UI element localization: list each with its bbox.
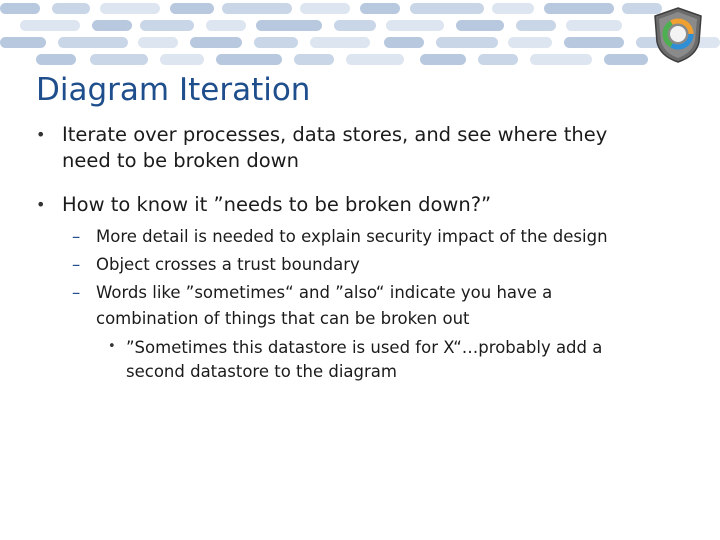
dash-icon: – bbox=[72, 255, 81, 274]
banner-pill bbox=[20, 20, 80, 31]
banner-pill bbox=[530, 54, 592, 65]
sub-sub-bullet-text: ”Sometimes this datastore is used for X“…probably add a second datastore to the diagram bbox=[126, 338, 603, 381]
banner-pill bbox=[216, 54, 282, 65]
sub-bullet-text: More detail is needed to explain security impact of the design bbox=[96, 227, 608, 246]
banner-pill bbox=[436, 37, 498, 48]
banner-pill bbox=[36, 54, 76, 65]
shield-logo-icon bbox=[652, 6, 704, 64]
sub-bullet-text: Words like ”sometimes“ and ”also“ indicate you have a combination of things that can be broken out bbox=[96, 283, 553, 328]
banner-pill bbox=[384, 37, 424, 48]
bullet-item bbox=[36, 122, 662, 174]
banner-pill bbox=[58, 37, 128, 48]
banner-pill bbox=[0, 37, 46, 48]
sub-bullet-item bbox=[72, 280, 596, 332]
banner-pill bbox=[256, 20, 322, 31]
banner-pill bbox=[90, 54, 148, 65]
banner-pill bbox=[410, 3, 484, 14]
bullet-text: Iterate over processes, data stores, and see where they need to be broken down bbox=[62, 123, 608, 172]
banner-pill bbox=[190, 37, 242, 48]
banner-pill bbox=[516, 20, 556, 31]
banner-pill bbox=[92, 20, 132, 31]
dash-icon: – bbox=[72, 283, 81, 302]
bullet-icon: • bbox=[108, 339, 116, 354]
bullet-text: How to know it ”needs to be broken down?” bbox=[62, 193, 492, 216]
banner-pill bbox=[52, 3, 90, 14]
banner-pill bbox=[456, 20, 504, 31]
banner-pill bbox=[334, 20, 376, 31]
sub-sub-bullet-item bbox=[108, 336, 646, 384]
banner-pill bbox=[160, 54, 204, 65]
banner-pill bbox=[100, 3, 160, 14]
banner-pill bbox=[604, 54, 648, 65]
bullet-icon: • bbox=[36, 195, 46, 214]
banner-pill bbox=[0, 3, 40, 14]
header-banner bbox=[0, 0, 720, 70]
banner-pill bbox=[222, 3, 292, 14]
sub-bullet-item bbox=[72, 224, 676, 250]
banner-pill bbox=[294, 54, 334, 65]
sub-bullet-item bbox=[72, 252, 676, 278]
banner-pill bbox=[300, 3, 350, 14]
banner-pill bbox=[206, 20, 246, 31]
slide-title: Diagram Iteration bbox=[36, 72, 311, 108]
banner-pill bbox=[346, 54, 404, 65]
banner-pill bbox=[544, 3, 614, 14]
dash-icon: – bbox=[72, 227, 81, 246]
banner-pill bbox=[566, 20, 622, 31]
banner-pill bbox=[254, 37, 298, 48]
banner-pills bbox=[0, 3, 720, 65]
banner-pill bbox=[140, 20, 194, 31]
banner-pill bbox=[420, 54, 466, 65]
banner-pill bbox=[170, 3, 214, 14]
bullet-icon: • bbox=[36, 125, 46, 144]
banner-pill bbox=[508, 37, 552, 48]
banner-pill bbox=[138, 37, 178, 48]
banner-pill bbox=[310, 37, 370, 48]
banner-pill bbox=[492, 3, 534, 14]
banner-pill bbox=[386, 20, 444, 31]
banner-pill bbox=[360, 3, 400, 14]
sub-bullet-text: Object crosses a trust boundary bbox=[96, 255, 360, 274]
bullet-item bbox=[36, 192, 662, 218]
banner-pill bbox=[564, 37, 624, 48]
banner-pill bbox=[478, 54, 518, 65]
